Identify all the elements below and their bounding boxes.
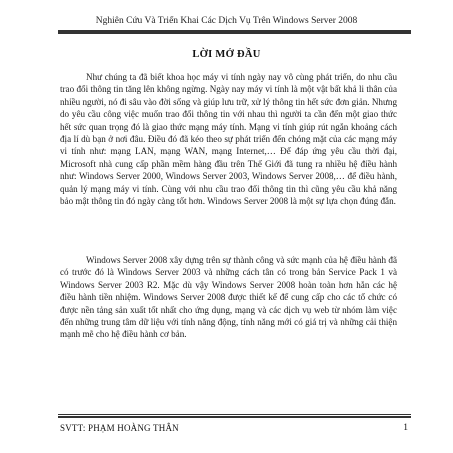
paragraph-text: Windows Server 2008 xây dựng trên sự thành công và sức mạnh của hệ điều hành đã có trước đó là Windows Server 2003 và những cách tân có trong bản Service Pack 1 và Windows Server 2003 R2. Mặc dù vậy Windows Server 2008 hoàn toàn hơn hẳn các hệ điều hành tiền nhiệm. Windows Server 2008 được thiết kế để cung cấp cho các tổ chức có được nền tảng sản xuất tốt nhất cho ứng dụng, mạng và các dịch vụ web từ nhóm làm việc đến những trung tâm dữ liệu với tính năng động, tính năng mới có giá trị và những cải thiện mạnh mẽ cho hệ điều hành cơ bản. <box>60 255 397 340</box>
running-header: Nghiên Cứu Và Triển Khai Các Dịch Vụ Trên Windows Server 2008 <box>95 16 358 26</box>
footer-divider <box>58 414 411 415</box>
footer-author: SVTT: PHẠM HOÀNG THÂN <box>60 423 179 433</box>
document-title: LỜI MỞ ĐẦU <box>192 49 261 60</box>
paragraph-text: Như chúng ta đã biết khoa học máy vi tính ngày nay vô cùng phát triển, do nhu cầu trao đổi thông tin tăng lên không ngừng. Ngày nay máy vi tính là một vật bất khả li thân của nhiều người, nó đi sâu vào đời sống và giúp lưu trữ, xử lý thông tin hết sức đơn giản. Nhưng do yêu cầu công việc muốn trao đổi thông tin với nhau thì người ta cần đến một giao thức hết sức quan trọng đó là giao thức mạng máy tính. Mạng vi tính giúp rút ngắn khoảng cách địa lí dù bạn ở nơi đâu. Điều đó đã kéo theo sự phát triển đến chóng mặt của các mạng máy vi tính như: mạng LAN, mạng WAN, mạng Internet,… Để đáp ứng yêu cầu thời đại, Microsoft nhà cung cấp phần mềm hàng đầu trên Thế Giới đã tung ra nhiều hệ điều hành như: Windows Server 2000, Windows Server 2003, Windows Server 2008,… để điều hành, quản lý mạng máy vi tính. Cùng với nhu cầu trao đổi thông tin thì cũng yêu cầu khả năng bảo mật thông tin đó ngày càng tốt hơn. Windows Server 2008 là một sự lựa chọn đúng đắn. <box>60 72 397 207</box>
body-paragraph-1 <box>60 71 397 207</box>
body-paragraph-2 <box>60 254 397 341</box>
page-number: 1 <box>403 423 408 433</box>
header-divider <box>58 30 411 33</box>
